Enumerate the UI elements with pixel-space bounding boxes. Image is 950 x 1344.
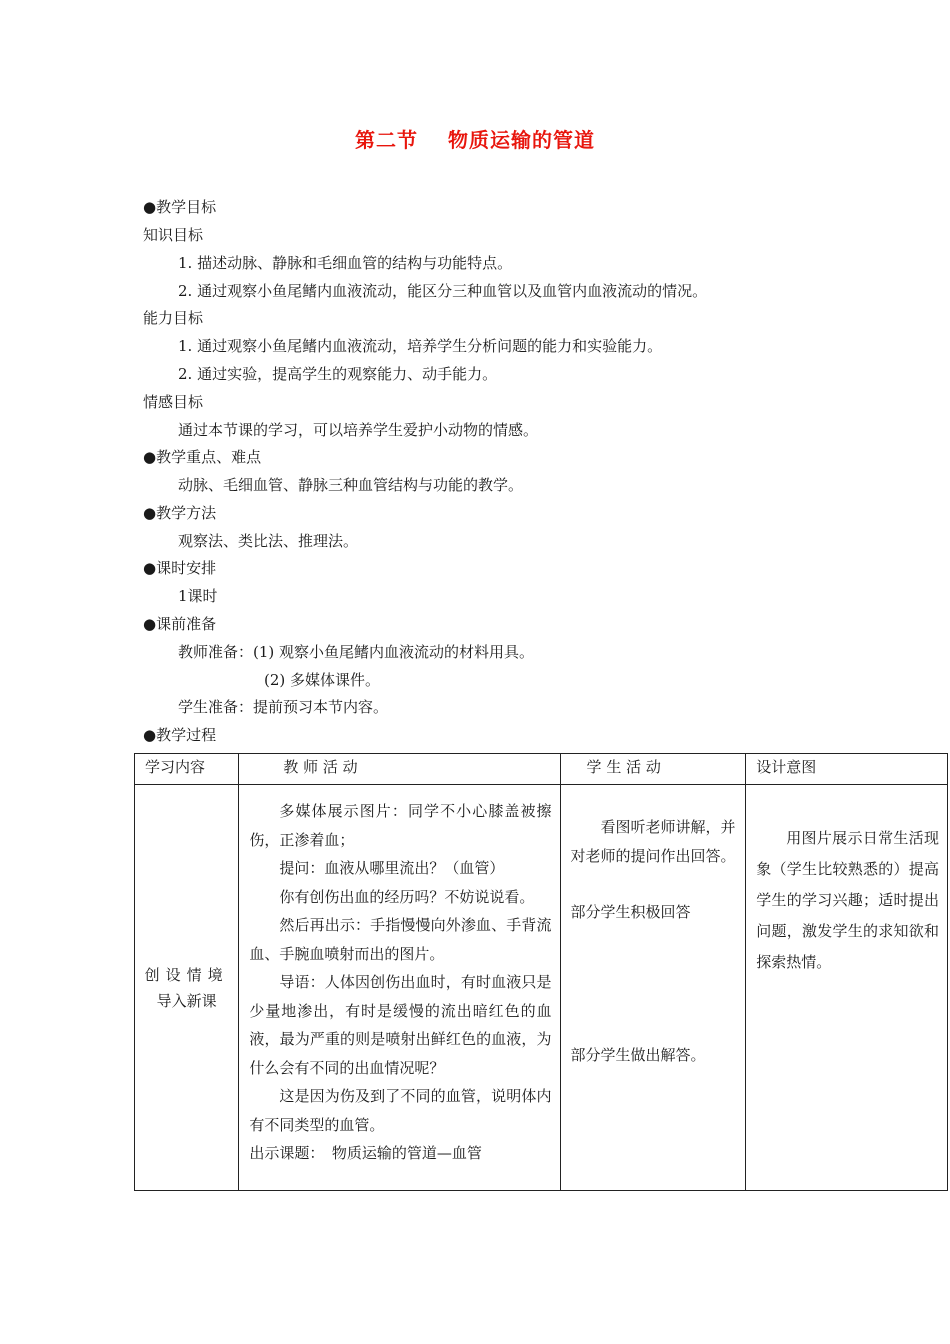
schedule-text: 1课时 — [178, 587, 218, 605]
teacher-activity-5: 导语：人体因创伤出血时，有时血液只是少量地渗出，有时是缓慢的流出暗红色的血液，最为严重的则是喷射出鲜红色的血液，为什么会有不同的出血情况呢？ — [249, 973, 552, 1077]
heading-preparation: ●课前准备 — [143, 615, 217, 633]
heading-key-points: ●教学重点、难点 — [143, 448, 262, 466]
page-title — [0, 124, 950, 153]
knowledge-goal-2: 2. 通过观察小鱼尾鳍内血液流动，能区分三种血管以及血管内血液流动的情况。 — [178, 282, 708, 300]
teacher-activity-6: 这是因为伤及到了不同的血管，说明体内有不同类型的血管。 — [249, 1087, 552, 1134]
title-section-number: 第二节 — [355, 128, 418, 152]
student-activity-1: 看图听老师讲解，并对老师的提问作出回答。 — [570, 818, 736, 865]
teacher-activity-4: 然后再出示：手指慢慢向外渗血、手背流血、手腕血喷射而出的图片。 — [249, 916, 552, 963]
design-intent-cell — [746, 785, 948, 1191]
key-points-text: 动脉、毛细血管、静脉三种血管结构与功能的教学。 — [178, 476, 524, 494]
ability-goal-2: 2. 通过实验，提高学生的观察能力、动手能力。 — [178, 365, 498, 383]
teacher-activity-2: 提问：血液从哪里流出？（血管） — [279, 859, 505, 877]
teacher-activity-1: 多媒体展示图片：同学不小心膝盖被擦伤，正渗着血； — [249, 802, 552, 849]
subheading-knowledge-goals: 知识目标 — [143, 226, 204, 244]
heading-teaching-methods: ●教学方法 — [143, 504, 217, 522]
category-line-1: 创设情境 — [144, 965, 229, 984]
subheading-emotion-goals: 情感目标 — [143, 393, 204, 411]
subheading-ability-goals: 能力目标 — [143, 309, 204, 327]
title-topic: 物质运输的管道 — [448, 128, 595, 152]
knowledge-goal-1: 1. 描述动脉、静脉和毛细血管的结构与功能特点。 — [178, 254, 513, 272]
category-line-2: 导入新课 — [156, 991, 217, 1010]
student-activity-cell — [560, 785, 746, 1191]
teaching-process-table — [134, 753, 948, 1191]
header-content: 学习内容 — [135, 754, 239, 785]
header-teacher: 教 师 活 动 — [239, 754, 560, 785]
teaching-methods-text: 观察法、类比法、推理法。 — [178, 532, 359, 550]
teacher-prep-1: 教师准备：(1) 观察小鱼尾鳍内血液流动的材料用具。 — [178, 643, 535, 661]
teacher-activity-cell — [239, 785, 560, 1191]
teacher-activity-7: 出示课题： 物质运输的管道—血管 — [249, 1144, 482, 1162]
teacher-prep-2: (2) 多媒体课件。 — [264, 671, 381, 689]
design-intent-text: 用图片展示日常生活现象（学生比较熟悉的）提高学生的学习兴趣；适时提出问题，激发学生的求知欲和探索热情。 — [756, 829, 939, 971]
heading-teaching-goals: ●教学目标 — [143, 198, 217, 216]
teacher-activity-3: 你有创伤出血的经历吗？不妨说说看。 — [279, 887, 535, 906]
student-activity-2: 部分学生积极回答 — [570, 903, 691, 921]
table-header-row — [135, 754, 948, 785]
emotion-goal: 通过本节课的学习，可以培养学生爱护小动物的情感。 — [178, 421, 539, 439]
category-cell — [135, 785, 239, 1191]
student-prep: 学生准备：提前预习本节内容。 — [178, 698, 389, 716]
heading-schedule: ●课时安排 — [143, 559, 217, 577]
header-design: 设计意图 — [746, 754, 948, 785]
student-activity-3: 部分学生做出解答。 — [570, 1045, 706, 1064]
header-student: 学 生 活 动 — [560, 754, 746, 785]
ability-goal-1: 1. 通过观察小鱼尾鳍内血液流动，培养学生分析问题的能力和实验能力。 — [178, 337, 663, 355]
table-row — [135, 785, 948, 1191]
heading-teaching-process: ●教学过程 — [143, 726, 217, 744]
